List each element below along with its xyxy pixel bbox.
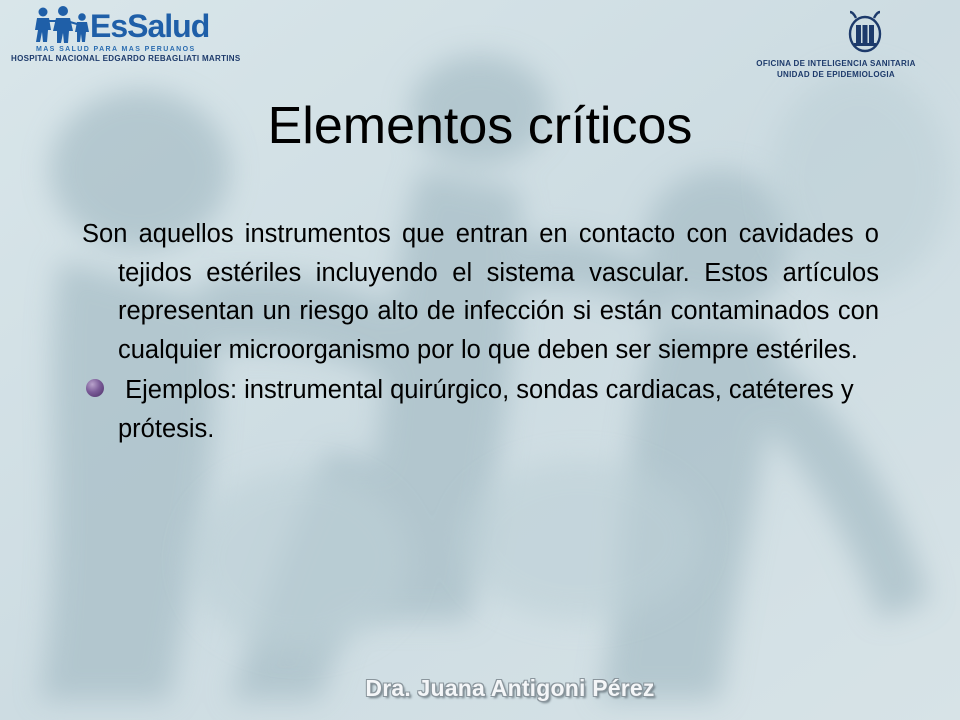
examples-bullet (82, 371, 879, 448)
essalud-slogan: MAS SALUD PARA MAS PERUANOS (36, 46, 196, 53)
definition-paragraph: Son aquellos instrumentos que entran en contacto con cavidades o tejidos estériles incluyendo el sistema vascular. Estos artículos representan un riesgo alto de infección si están contaminados con cualquier microorganismo por lo que deben ser siempre estériles. (82, 220, 879, 364)
slide-title: Elementos críticos (267, 97, 693, 155)
epidemiology-unit-label (736, 58, 936, 80)
slide-body (82, 215, 879, 449)
essalud-brand-name: EsSalud (90, 8, 210, 44)
bullet-sphere-icon (86, 379, 104, 397)
author-footer: Dra. Juana Antigoni Pérez (365, 675, 655, 701)
family-figures-icon (34, 6, 92, 44)
essalud-logo (34, 6, 210, 54)
hospital-name: HOSPITAL NACIONAL EDGARDO REBAGLIATI MARTINS (11, 54, 241, 63)
epidemiology-logo-icon (846, 10, 884, 54)
unidad-line: UNIDAD DE EPIDEMIOLOGIA (776, 70, 896, 79)
examples-text: Ejemplos: instrumental quirúrgico, sondas cardiacas, catéteres y prótesis. (118, 376, 861, 443)
oficina-line: OFICINA DE INTELIGENCIA SANITARIA (756, 59, 916, 68)
